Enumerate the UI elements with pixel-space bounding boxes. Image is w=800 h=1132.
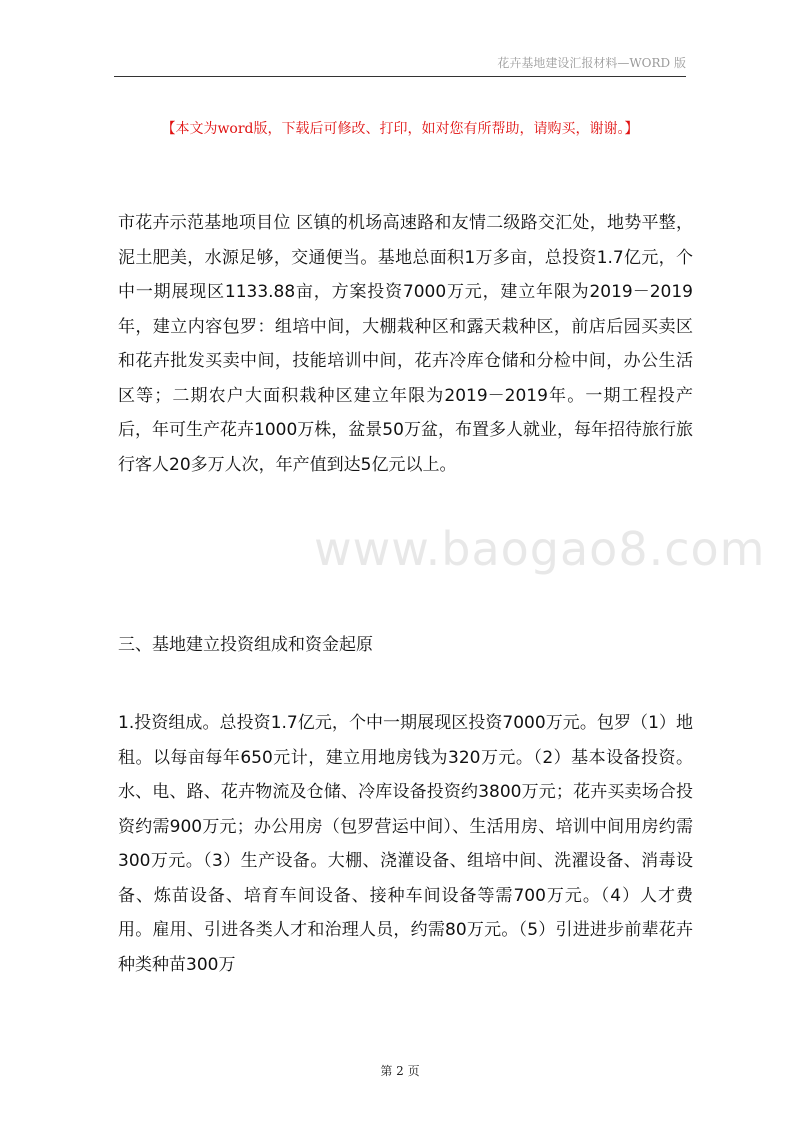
section-heading-investment: 三、基地建立投资组成和资金起原 bbox=[118, 635, 373, 655]
purchase-notice: 【本文为word版，下载后可修改、打印，如对您有所帮助，请购买，谢谢。】 bbox=[161, 121, 639, 137]
header-title: 花卉基地建设汇报材料—WORD 版 bbox=[497, 56, 686, 70]
site-watermark: www.baogao8.com bbox=[314, 522, 766, 576]
body-paragraph-investment-composition: 1.投资组成。总投资1.7亿元，个中一期展现区投资7000万元。包罗（1）地租。以每亩每年650元计，建立用地房钱为320万元。（2）基本设备投资。水、电、路、花卉物流及仓储、冷库设备投资约3800万元；花卉买卖场合投资约需900万元；办公用房（包罗营运中间）、生活用房、培训中间用房约需300万元。（3）生产设备。大棚、浇灌设备、组培中间、洗濯设备、消毒设备、炼苗设备、培育车间设备、接种车间设备等需700万元。（4）人才费用。雇用、引进各类人才和治理人员，约需80万元。（5）引进进步前辈花卉种类种苗300万 bbox=[118, 713, 693, 975]
page-number: 第 2 页 bbox=[380, 1064, 420, 1078]
page-header bbox=[114, 52, 686, 77]
body-paragraph-project-overview: 市花卉示范基地项目位 区镇的机场高速路和友情二级路交汇处，地势平整，泥土肥美，水源足够，交通便当。基地总面积1万多亩，总投资1.7亿元，个中一期展现区1133.88亩，方案投资7000万元，建立年限为2019－2019年，建立内容包罗：组培中间，大棚栽种区和露天栽种区，前店后园买卖区和花卉批发买卖中间，技能培训中间，花卉冷库仓储和分检中间，办公生活区等；二期农户大面积栽种区建立年限为2019－2019年。一期工程投产后，年可生产花卉1000万株，盆景50万盆，布置多人就业，每年招待旅行旅行客人20多万人次，年产值到达5亿元以上。 bbox=[118, 213, 693, 475]
